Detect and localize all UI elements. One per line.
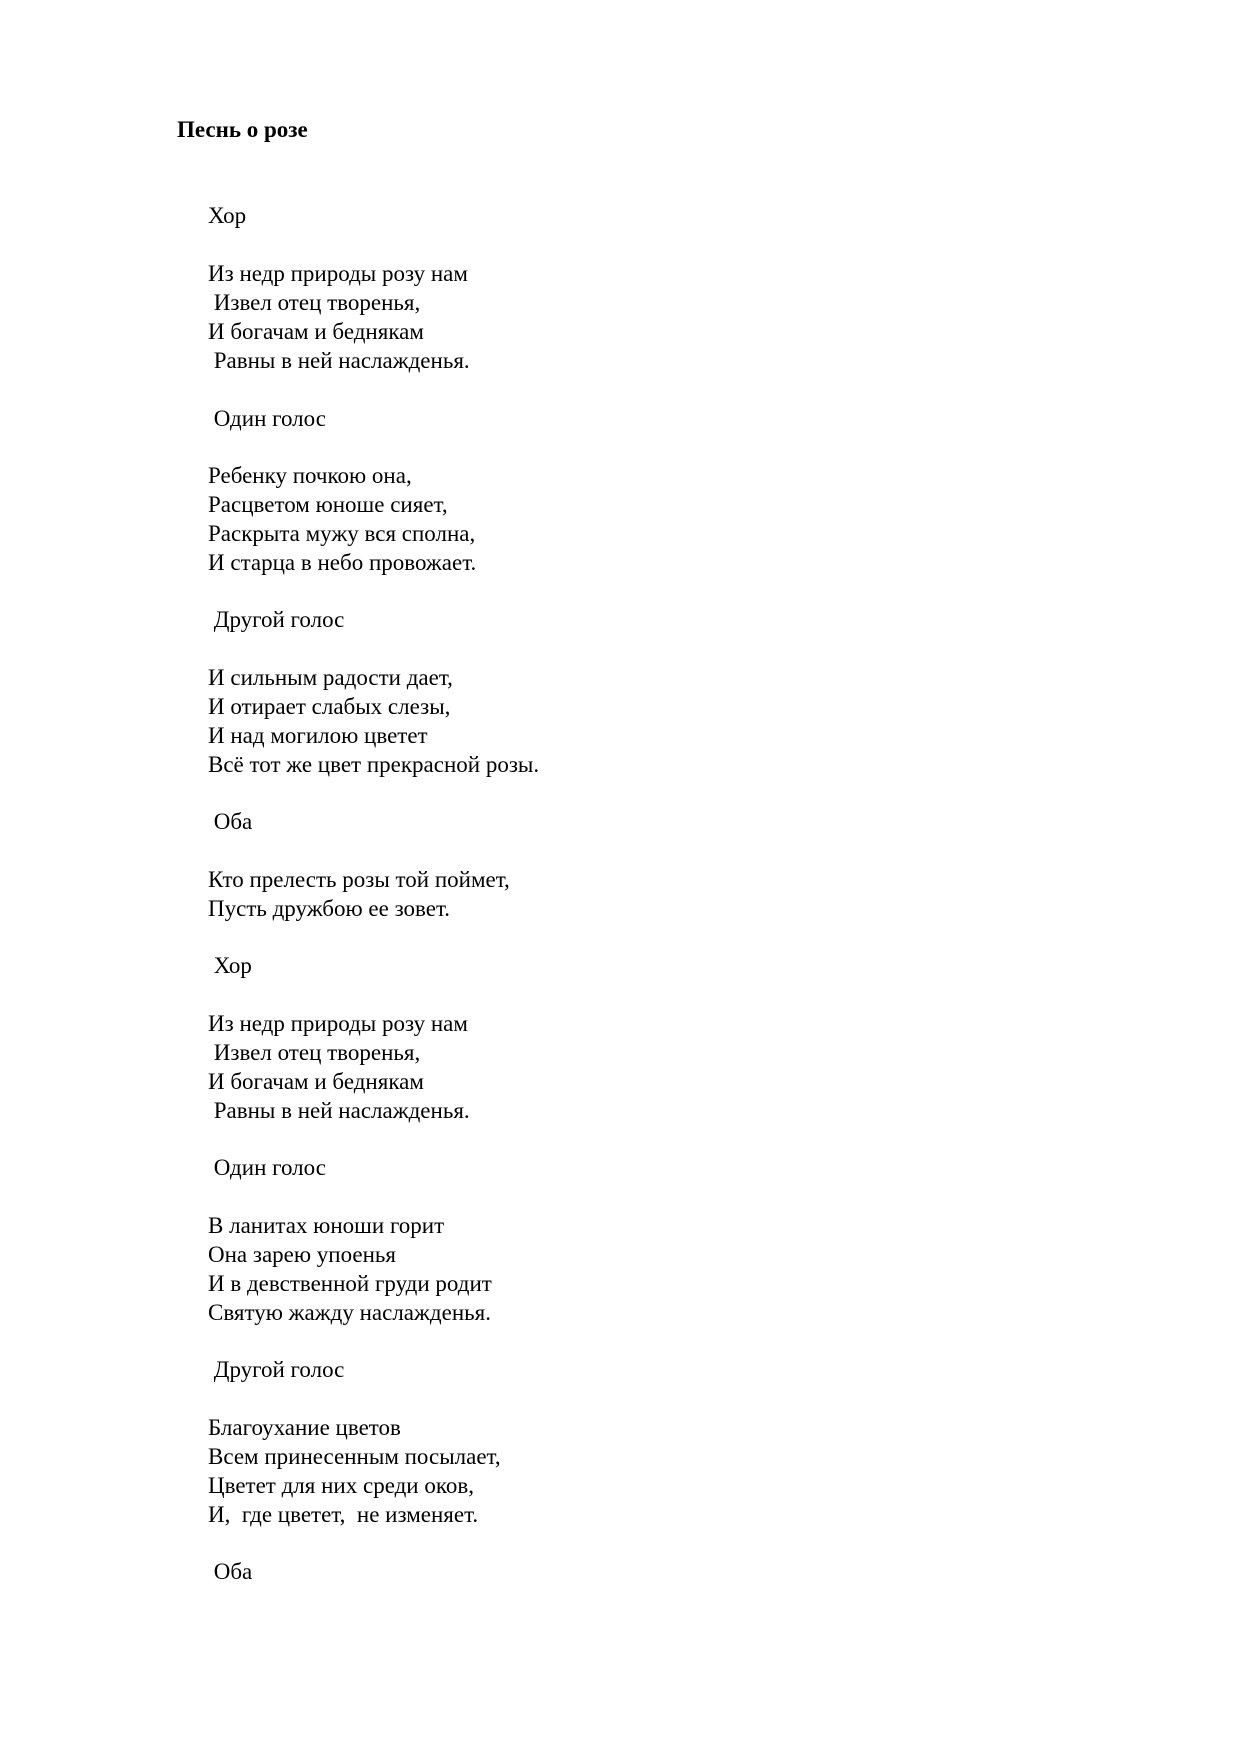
speaker-label: Другой голос: [208, 607, 345, 632]
speaker-label: Один голос: [208, 406, 326, 431]
poem-title: Песнь о розе: [177, 117, 308, 142]
verse-line: Кто прелесть розы той поймет,: [208, 867, 510, 892]
verse-line: Всем принесенным посылает,: [208, 1444, 501, 1469]
verse-line: Цветет для них среди оков,: [208, 1473, 474, 1498]
speaker-label: Другой голос: [208, 1357, 345, 1382]
verse-line: Извел отец творенья,: [208, 1040, 421, 1065]
verse-line: И старца в небо провожает.: [208, 550, 477, 575]
verse-line: И над могилою цветет: [208, 723, 428, 748]
speaker-label: Хор: [208, 953, 252, 978]
speaker-label: Один голос: [208, 1155, 326, 1180]
verse-line: И отирает слабых слезы,: [208, 694, 451, 719]
verse-line: Равны в ней наслажденья.: [208, 348, 470, 373]
verse-line: И богачам и беднякам: [208, 319, 424, 344]
verse-line: Ребенку почкою она,: [208, 463, 412, 488]
verse-line: И сильным радости дает,: [208, 665, 453, 690]
verse-line: Благоухание цветов: [208, 1415, 401, 1440]
verse-line: Из недр природы розу нам: [208, 1011, 468, 1036]
speaker-label: Оба: [208, 809, 253, 834]
verse-line: И в девственной груди родит: [208, 1271, 492, 1296]
speaker-label: Хор: [208, 203, 247, 228]
verse-line: И богачам и беднякам: [208, 1069, 424, 1094]
verse-line: И, где цветет, не изменяет.: [208, 1502, 479, 1527]
verse-line: Расцветом юноше сияет,: [208, 492, 448, 517]
verse-line: В ланитах юноши горит: [208, 1213, 445, 1238]
verse-line: Пусть дружбою ее зовет.: [208, 896, 451, 921]
speaker-label: Оба: [208, 1559, 253, 1584]
verse-line: Раскрыта мужу вся сполна,: [208, 521, 476, 546]
verse-line: Извел отец творенья,: [208, 290, 421, 315]
verse-line: Святую жажду наслажденья.: [208, 1300, 491, 1325]
verse-line: Она зарею упоенья: [208, 1242, 396, 1267]
verse-line: Всё тот же цвет прекрасной розы.: [208, 752, 540, 777]
verse-line: Равны в ней наслажденья.: [208, 1098, 470, 1123]
verse-line: Из недр природы розу нам: [208, 261, 468, 286]
